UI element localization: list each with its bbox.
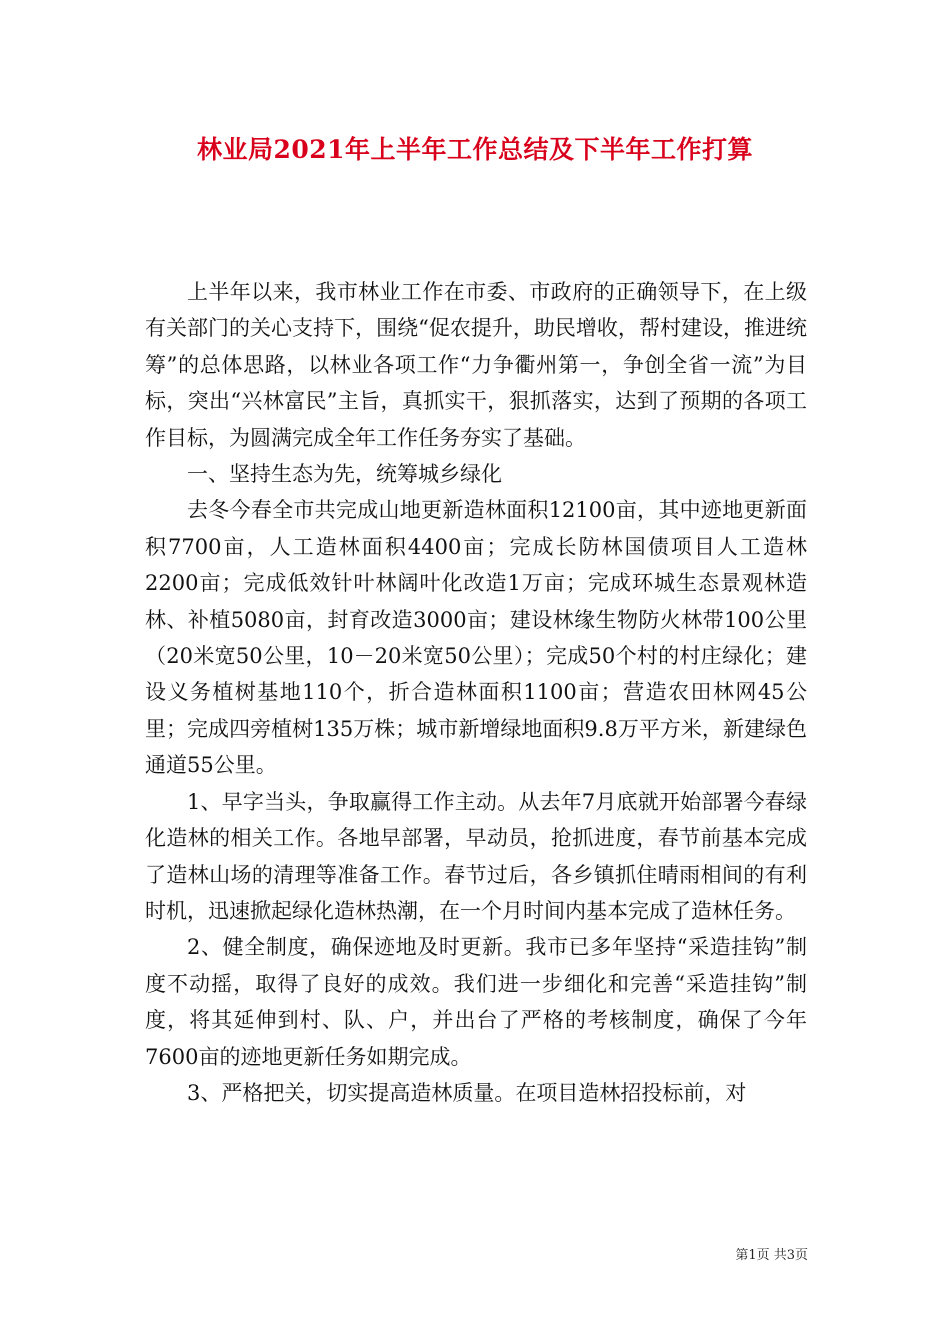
paragraph-afforestation-stats: 去冬今春全市共完成山地更新造林面积12100亩，其中迹地更新面积7700亩，人工造林面积4400亩；完成长防林国债项目人工造林2200亩；完成低效针叶林阔叶化改造1万亩；完成环城生态景观林造林、补植5080亩，封育改造3000亩；建设林缘生物防火林带100公里（20米宽50公里，10－20米宽50公里）；完成50个村的村庄绿化；建设义务植树基地110个，折合造林面积1100亩；营造农田林网45公里；完成四旁植树135万株；城市新增绿地面积9.8万平方米，新建绿色通道55公里。 <box>145 498 807 778</box>
section-heading-1: 一、坚持生态为先，统筹城乡绿化 <box>187 462 502 487</box>
page-number: 第1页 共3页 <box>735 1248 808 1263</box>
paragraph-item-1: 1、早字当头，争取赢得工作主动。从去年7月底就开始部署今春绿化造林的相关工作。各地早部署，早动员，抢抓进度，春节前基本完成了造林山场的清理等准备工作。春节过后，各乡镇抓住晴雨相间的有利时机，迅速掀起绿化造林热潮，在一个月时间内基本完成了造林任务。 <box>145 789 807 923</box>
document-body <box>145 274 807 1111</box>
paragraph-item-2: 2、健全制度，确保迹地及时更新。我市已多年坚持“采造挂钩”制度不动摇，取得了良好的成效。我们进一步细化和完善“采造挂钩”制度，将其延伸到村、队、户，并出台了严格的考核制度，确保了今年7600亩的迹地更新任务如期完成。 <box>145 935 807 1069</box>
paragraph-item-3: 3、严格把关，切实提高造林质量。在项目造林招投标前，对 <box>187 1080 747 1105</box>
page-title: 林业局2021年上半年工作总结及下半年工作打算 <box>196 135 754 164</box>
paragraph-intro: 上半年以来，我市林业工作在市委、市政府的正确领导下，在上级有关部门的关心支持下，围绕“促农提升，助民增收，帮村建设，推进统筹”的总体思路，以林业各项工作“力争衢州第一，争创全省一流”为目标，突出“兴林富民”主旨，真抓实干，狠抓落实，达到了预期的各项工作目标，为圆满完成全年工作任务夯实了基础。 <box>145 280 807 450</box>
